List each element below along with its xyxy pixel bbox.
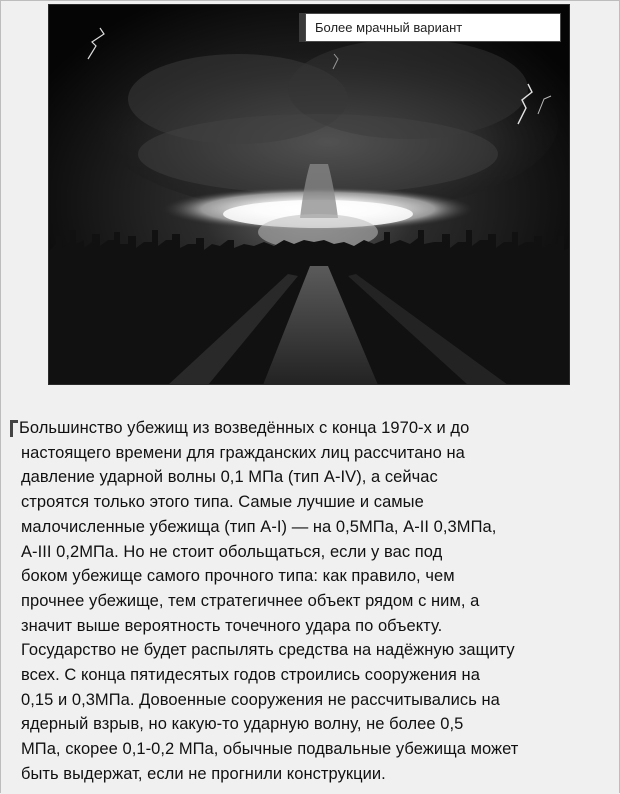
- quote-bracket-icon: [10, 420, 18, 437]
- article-line: МПа, скорее 0,1-0,2 МПа, обычные подвальные убежища может: [21, 740, 519, 759]
- article-line: Государство не будет распылять средства на надёжную защиту: [21, 641, 515, 660]
- article-line: давление ударной волны 0,1 МПа (тип А-IV), а сейчас: [21, 468, 438, 487]
- article-line: строятся только этого типа. Самые лучшие и самые: [21, 493, 424, 512]
- article-line: малочисленные убежища (тип А-I) — на 0,5МПа, А-II 0,3МПа,: [21, 517, 497, 536]
- article-line: 0,15 и 0,3МПа. Довоенные сооружения не рассчитывались на: [21, 690, 500, 709]
- article-line: Большинство убежищ из возведённых с конца 1970-х и до: [19, 419, 470, 437]
- article-line: значит выше вероятность точечного удара по объекту.: [21, 616, 443, 635]
- photo-illustration: [48, 4, 570, 385]
- article-line: боком убежище самого прочного типа: как правило, чем: [21, 567, 455, 586]
- article-paragraph: [10, 416, 610, 787]
- article-line: прочнее убежище, тем стратегичнее объект рядом с ним, а: [21, 591, 480, 610]
- article-line: А-III 0,2МПа. Но не стоит обольщаться, если у вас под: [21, 542, 443, 561]
- article-line: настоящего времени для гражданских лиц рассчитано на: [21, 443, 465, 462]
- article: [10, 416, 610, 787]
- nuclear-explosion-photo: [48, 4, 570, 385]
- article-line: быть выдержат, если не прогнили конструкции.: [21, 764, 386, 783]
- article-line: ядерный взрыв, но какую-то ударную волну, не более 0,5: [21, 715, 464, 734]
- image-caption: Более мрачный вариант: [305, 13, 561, 42]
- article-line: всех. С конца пятидесятых годов строились сооружения на: [21, 666, 480, 685]
